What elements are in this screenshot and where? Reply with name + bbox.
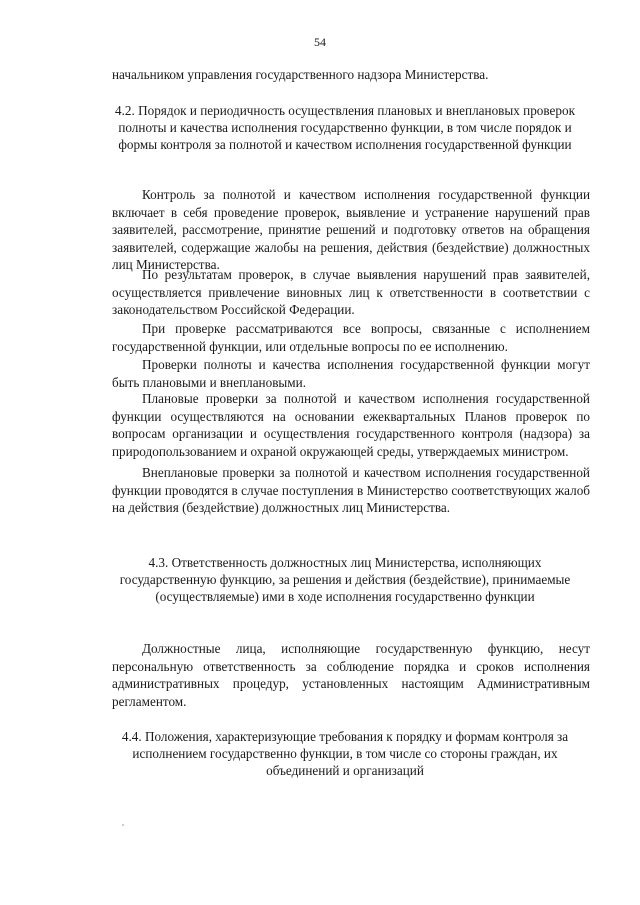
section-4-2-paragraph-1: Контроль за полнотой и качеством исполнения государственной функции включает в себя проведение проверок, выявление и устранение нарушений прав заявителей, рассмотрение, принятие решений и подготовку ответов на обращения заявителей, содержащие жалобы на решения, действия (бездействие) должностных лиц Министерства.: [112, 187, 590, 273]
section-4-3-heading: 4.3. Ответственность должностных лиц Министерства, исполняющих государственную функцию, за решения и действия (бездействие), принимаемые (осуществляемые) ими в ходе исполнения государственно функции: [119, 555, 571, 604]
section-4-2-paragraph-5: Плановые проверки за полнотой и качеством исполнения государственной функции осуществляются на основании ежеквартальных Планов проверок по вопросам организации и осуществления государственного контроля (надзора) за природопользованием и охраной окружающей среды, утверждаемых министром.: [112, 391, 590, 459]
section-4-2-paragraph-3: При проверке рассматриваются все вопросы, связанные с исполнением государственной функции, или отдельные вопросы по ее исполнению.: [112, 321, 590, 354]
page-number: 54: [314, 35, 326, 49]
section-4-2-paragraph-2: По результатам проверок, в случае выявления нарушений прав заявителей, осуществляется привлечение виновных лиц к ответственности в соответствии с законодательством Российской Федерации.: [112, 267, 590, 318]
section-4-2-heading: 4.2. Порядок и периодичность осуществления плановых и внеплановых проверок полноты и качества исполнения государственно функции, в том числе порядок и формы контроля за полнотой и качеством исполнения государственной функции: [115, 103, 575, 152]
scan-speck: [122, 824, 124, 826]
section-4-3-paragraph-1: Должностные лица, исполняющие государственную функцию, несут персональную ответственность за соблюдение порядка и сроков исполнения административных процедур, установленных настоящим Административным регламентом.: [112, 641, 590, 709]
section-4-4-heading: 4.4. Положения, характеризующие требования к порядку и формам контроля за исполнением государственно функции, в том числе со стороны граждан, их объединений и организаций: [121, 729, 569, 778]
section-4-2-paragraph-4: Проверки полноты и качества исполнения государственной функции могут быть плановыми и внеплановыми.: [112, 357, 590, 390]
intro-line: начальником управления государственного надзора Министерства.: [112, 67, 489, 82]
section-4-2-paragraph-6: Внеплановые проверки за полнотой и качеством исполнения государственной функции проводятся в случае поступления в Министерство соответствующих жалоб на действия (бездействие) должностных лиц Министерства.: [112, 465, 590, 516]
